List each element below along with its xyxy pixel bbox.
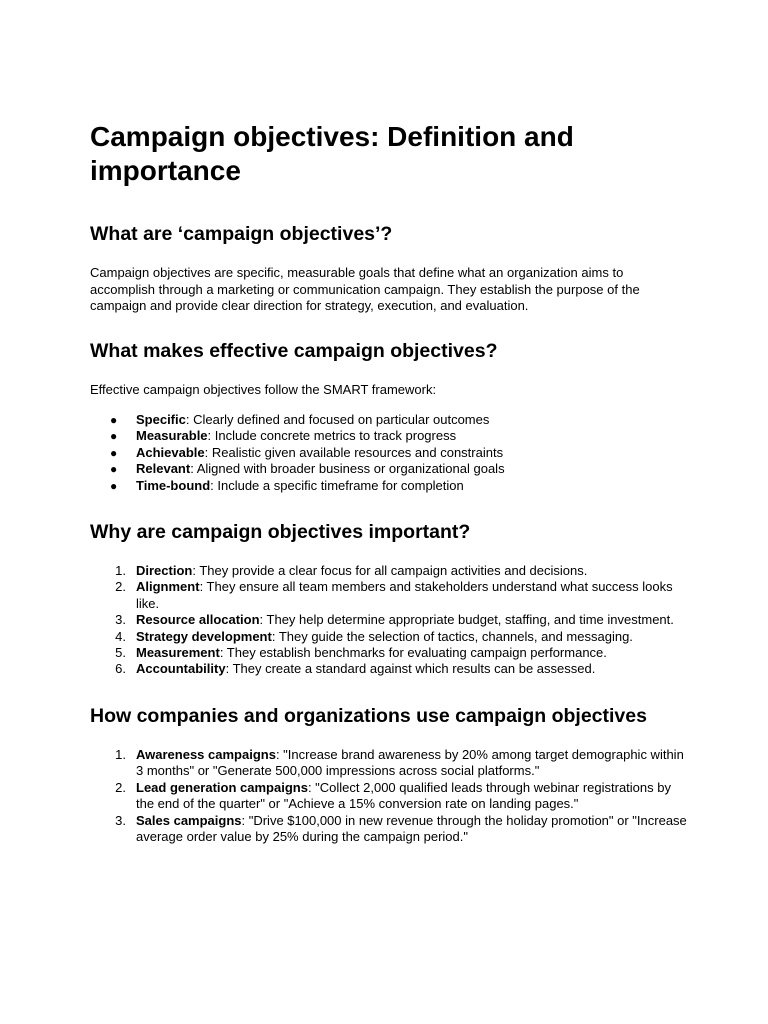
bullet-icon: ● <box>110 445 118 460</box>
list-item-term: Achievable <box>136 444 205 460</box>
page-title: Campaign objectives: Definition and importance <box>90 121 574 186</box>
list-item-text: : They ensure all team members and stakeholders understand what success looks like. <box>136 579 673 611</box>
bullet-icon: ● <box>110 429 118 444</box>
importance-list <box>90 563 690 678</box>
list-number: 2. <box>115 579 126 595</box>
list-number: 1. <box>115 563 126 579</box>
list-item-term: Direction <box>136 563 193 579</box>
list-item <box>90 412 690 428</box>
list-number: 6. <box>115 661 126 677</box>
definition-paragraph: Campaign objectives are specific, measurable goals that define what an organization aims to accomplish through a marketing or communication campaign. They establish the purpose of the campaign and provide clear direction for strategy, execution, and evaluation. <box>90 265 640 313</box>
section-heading-effective: What makes effective campaign objectives? <box>90 339 498 362</box>
list-item-text: : They establish benchmarks for evaluating campaign performance. <box>219 645 607 661</box>
list-item <box>90 629 690 645</box>
list-item-text: : Include a specific timeframe for completion <box>210 477 464 493</box>
list-item-term: Strategy development <box>136 628 272 644</box>
list-item <box>90 478 690 494</box>
list-item-text: : Realistic given available resources and constraints <box>204 444 504 460</box>
list-item <box>90 780 690 813</box>
list-number: 3. <box>115 612 126 628</box>
list-item-text: : They provide a clear focus for all campaign activities and decisions. <box>192 563 588 579</box>
list-item <box>90 461 690 477</box>
list-item <box>90 428 690 444</box>
list-item <box>90 579 690 612</box>
list-item-term: Relevant <box>136 461 191 477</box>
list-item <box>90 645 690 661</box>
list-item-text: : Aligned with broader business or organizational goals <box>190 461 505 477</box>
list-item <box>90 445 690 461</box>
list-item <box>90 563 690 579</box>
list-item-term: Specific <box>136 412 186 427</box>
list-item-text: : "Collect 2,000 qualified leads through webinar registrations by the end of the quarter" or "Achieve a 15% conversion rate on landing pages." <box>136 779 671 812</box>
list-number: 2. <box>115 779 126 795</box>
list-item <box>90 813 690 846</box>
list-item-text: : They create a standard against which results can be assessed. <box>225 661 596 677</box>
list-item <box>90 747 690 780</box>
list-number: 4. <box>115 628 126 644</box>
list-item-term: Accountability <box>136 661 226 677</box>
section-heading-usage: How companies and organizations use campaign objectives <box>90 704 647 727</box>
smart-intro-paragraph: Effective campaign objectives follow the SMART framework: <box>90 381 437 397</box>
list-item-term: Awareness campaigns <box>136 746 276 762</box>
bullet-icon: ● <box>110 462 118 477</box>
bullet-icon: ● <box>110 413 118 427</box>
list-item-term: Lead generation campaigns <box>136 779 308 795</box>
list-item-term: Time-bound <box>136 477 211 493</box>
list-item-term: Resource allocation <box>136 612 260 628</box>
list-item-term: Measurable <box>136 428 208 444</box>
list-item-term: Alignment <box>136 579 200 595</box>
section-heading-definition: What are ‘campaign objectives’? <box>90 223 393 245</box>
smart-list <box>90 412 690 494</box>
list-item-text: : "Increase brand awareness by 20% among target demographic within 3 months" or "Generate 500,000 impressions across social platforms." <box>136 746 684 779</box>
list-item <box>90 612 690 628</box>
list-number: 5. <box>115 645 126 661</box>
usage-list <box>90 747 690 845</box>
list-item-term: Sales campaigns <box>136 812 242 828</box>
section-heading-importance: Why are campaign objectives important? <box>90 521 471 544</box>
bullet-icon: ● <box>110 478 118 493</box>
list-item-text: : "Drive $100,000 in new revenue through the holiday promotion" or "Increase average order value by 25% during the campaign period." <box>136 812 687 844</box>
list-item-text: : They guide the selection of tactics, channels, and messaging. <box>271 628 633 644</box>
list-item-term: Measurement <box>136 645 220 661</box>
list-item-text: : Clearly defined and focused on particular outcomes <box>185 412 490 427</box>
list-item-text: : They help determine appropriate budget, staffing, and time investment. <box>259 612 674 628</box>
list-number: 3. <box>115 812 126 828</box>
list-item-text: : Include concrete metrics to track progress <box>207 428 457 444</box>
list-number: 1. <box>115 746 126 762</box>
list-item <box>90 661 690 677</box>
document-page <box>90 120 690 845</box>
